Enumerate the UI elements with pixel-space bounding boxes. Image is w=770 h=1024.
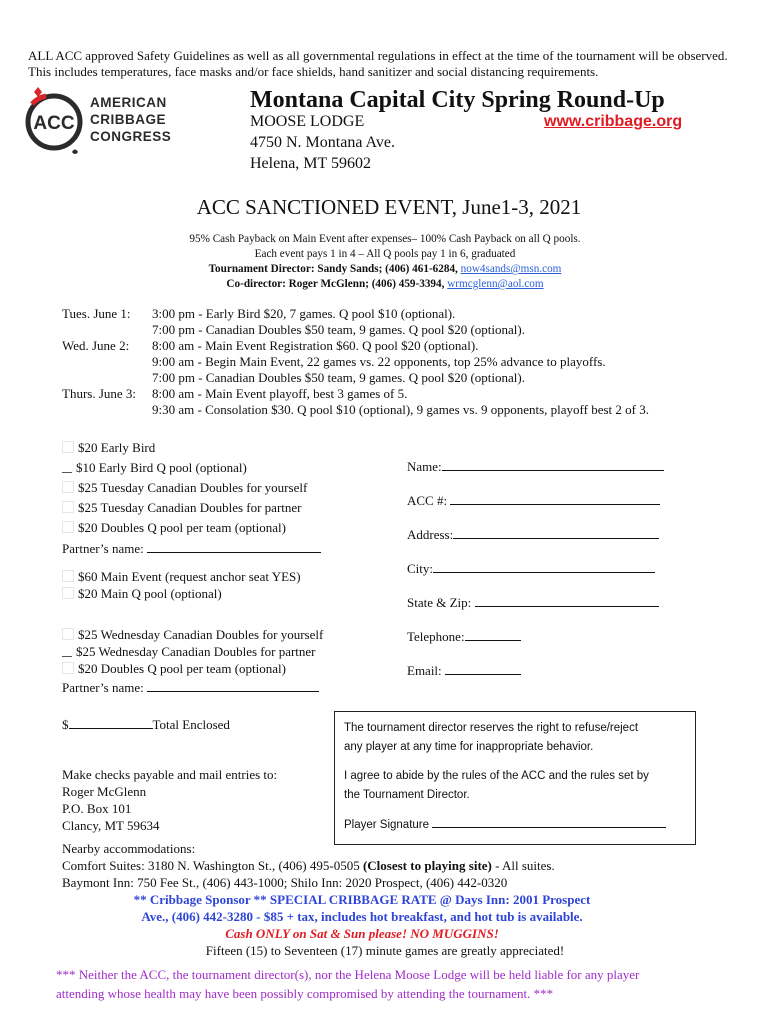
mail-line: Clancy, MT 59634 xyxy=(62,818,160,833)
checkbox-main-event[interactable] xyxy=(62,570,74,582)
event-title: Montana Capital City Spring Round-Up xyxy=(250,87,665,113)
schedule-row: 7:00 pm - Canadian Doubles $50 team, 9 games. Q pool $20 (optional). xyxy=(152,370,525,385)
sponsor-line2: Ave., (406) 442-3280 - $85 + tax, includes hot breakfast, and hot tub is available. xyxy=(141,909,583,924)
checkbox-early-bird-q-pool[interactable] xyxy=(62,462,72,473)
logo-line2: CRIBBAGE xyxy=(90,112,167,127)
entry-group-main xyxy=(62,568,301,602)
rules-box xyxy=(334,711,696,845)
partner-name-label: Partner’s name: xyxy=(62,541,144,556)
player-signature-field[interactable] xyxy=(432,815,666,828)
mail-line: Roger McGlenn xyxy=(62,784,147,799)
checkbox-tue-doubles-partner[interactable] xyxy=(62,501,74,513)
checkbox-main-q-pool[interactable] xyxy=(62,587,74,599)
name-field[interactable] xyxy=(442,456,664,471)
logo-line1: AMERICAN xyxy=(90,95,167,110)
schedule-row: 9:00 am - Begin Main Event, 22 games vs. 22 opponents, top 25% advance to playoffs. xyxy=(152,354,606,369)
game-time-notice: Fifteen (15) to Seventeen (17) minute games are greatly appreciated! xyxy=(205,943,565,958)
logo-line3: CONGRESS xyxy=(90,129,172,144)
mail-line: Make checks payable and mail entries to: xyxy=(62,767,278,782)
venue-address-street: 4750 N. Montana Ave. xyxy=(250,134,396,151)
schedule-row: 9:30 am - Consolation $30. Q pool $10 (optional), 9 games vs. 9 opponents, playoff best 2 of 3. xyxy=(152,402,649,417)
entry-group-wednesday xyxy=(62,626,323,696)
name-label: Name: xyxy=(407,459,442,474)
accommodation-baymont-shilo: Baymont Inn: 750 Fee St., (406) 443-1000; Shilo Inn: 2020 Prospect, (406) 442-0320 xyxy=(62,875,508,890)
state-zip-field[interactable] xyxy=(475,592,659,607)
checkbox-tue-doubles-q-pool[interactable] xyxy=(62,521,74,533)
entry-label: $25 Tuesday Canadian Doubles for partner xyxy=(78,500,302,515)
agreement-line: the Tournament Director. xyxy=(344,789,470,801)
state-zip-label: State & Zip: xyxy=(407,595,472,610)
entry-group-tuesday xyxy=(62,438,321,557)
acc-logo xyxy=(22,80,182,164)
entry-label: $20 Early Bird xyxy=(78,440,156,455)
rules-line: any player at any time for inappropriate behavior. xyxy=(344,741,594,753)
partner-name-field-wednesday[interactable] xyxy=(147,677,319,692)
acc-number-label: ACC #: xyxy=(407,493,448,508)
schedule-row: Thurs. June 3: 8:00 am - Main Event playoff, best 3 games of 5. xyxy=(62,386,408,401)
partner-name-field-tuesday[interactable] xyxy=(147,538,321,553)
agreement-line: I agree to abide by the rules of the ACC and the rules set by xyxy=(344,770,649,782)
schedule-row: 7:00 pm - Canadian Doubles $50 team, 9 games. Q pool $20 (optional). xyxy=(152,322,525,337)
tournament-director-line xyxy=(0,262,770,277)
player-signature-label: Player Signature xyxy=(344,819,430,831)
director-email-link[interactable]: now4sands@msn.com xyxy=(460,263,562,275)
acc-number-field[interactable] xyxy=(450,490,660,505)
schedule-row: Wed. June 2: 8:00 am - Main Event Registration $60. Q pool $20 (optional). xyxy=(62,338,479,353)
mail-line: P.O. Box 101 xyxy=(62,801,132,816)
rules-line: The tournament director reserves the right to refuse/reject xyxy=(344,722,639,734)
telephone-field[interactable] xyxy=(465,626,521,641)
partner-name-label: Partner’s name: xyxy=(62,680,144,695)
telephone-label: Telephone: xyxy=(407,629,465,644)
total-amount-field[interactable] xyxy=(69,714,153,729)
total-label: Total Enclosed xyxy=(152,717,230,732)
venue-name: MOOSE LODGE xyxy=(250,113,365,130)
accommodation-comfort-suites: Comfort Suites: 3180 N. Washington St., (406) 495-0505 (Closest to playing site) - All suites. xyxy=(62,858,555,873)
payback-line2: Each event pays 1 in 4 – All Q pools pay 1 in 6, graduated xyxy=(254,248,516,260)
cash-only-notice: Cash ONLY on Sat & Sun please! NO MUGGINS! xyxy=(225,926,499,941)
checkbox-tue-doubles-self[interactable] xyxy=(62,481,74,493)
mail-entries xyxy=(62,766,277,834)
schedule xyxy=(62,306,649,418)
liability-disclaimer: *** Neither the ACC, the tournament director(s), nor the Helena Moose Lodge will be held liable for any player attending whose health may have been possibly compromised by attending the tournament. *** xyxy=(56,967,640,1001)
entry-label: $25 Tuesday Canadian Doubles for yourself xyxy=(78,480,308,495)
co-director-line xyxy=(0,277,770,292)
safety-notice: ALL ACC approved Safety Guidelines as well as all governmental regulations in effect at the time of the tournament will be observed. This includes temperatures, face masks and/or face shields, hand sanitizer and social distancing requirements. xyxy=(28,48,728,79)
total-enclosed xyxy=(62,714,230,733)
city-label: City: xyxy=(407,561,434,576)
codirector-label: Co-director: Roger McGlenn; (406) 459-3394, xyxy=(226,278,445,290)
website-link[interactable]: www.cribbage.org xyxy=(544,113,683,130)
checkbox-wed-doubles-partner[interactable] xyxy=(62,646,72,657)
address-label: Address: xyxy=(407,527,454,542)
entry-label: $25 Wednesday Canadian Doubles for partner xyxy=(76,644,316,659)
sponsor-line1: ** Cribbage Sponsor ** SPECIAL CRIBBAGE RATE @ Days Inn: 2001 Prospect xyxy=(133,892,591,907)
entry-label: $20 Doubles Q pool per team (optional) xyxy=(78,520,286,535)
accommodations-heading: Nearby accommodations: xyxy=(62,841,196,856)
director-label: Tournament Director: Sandy Sands; (406) 461-6284, xyxy=(208,263,458,275)
address-field[interactable] xyxy=(453,524,659,539)
checkbox-wed-doubles-self[interactable] xyxy=(62,628,74,640)
schedule-row: Tues. June 1: 3:00 pm - Early Bird $20, 7 games. Q pool $10 (optional). xyxy=(62,306,456,321)
checkbox-early-bird[interactable] xyxy=(62,441,74,453)
venue-address-city: Helena, MT 59602 xyxy=(250,155,372,172)
entry-label: $10 Early Bird Q pool (optional) xyxy=(76,460,247,475)
payback-line1: 95% Cash Payback on Main Event after expenses– 100% Cash Payback on all Q pools. xyxy=(189,233,581,245)
entry-label: $60 Main Event (request anchor seat YES) xyxy=(78,569,301,584)
total-prefix: $ xyxy=(62,717,69,732)
logo-acronym: ACC xyxy=(33,113,75,134)
email-field[interactable] xyxy=(445,660,521,675)
checkbox-wed-doubles-q-pool[interactable] xyxy=(62,662,74,674)
entry-label: $20 Main Q pool (optional) xyxy=(78,586,222,601)
codirector-email-link[interactable]: wrmcglenn@aol.com xyxy=(447,278,544,290)
entry-label: $20 Doubles Q pool per team (optional) xyxy=(78,661,286,676)
email-label: Email: xyxy=(407,663,442,678)
entry-label: $25 Wednesday Canadian Doubles for yourself xyxy=(78,627,324,642)
city-field[interactable] xyxy=(433,558,655,573)
sanctioned-event-heading: ACC SANCTIONED EVENT, June1-3, 2021 xyxy=(196,195,582,219)
